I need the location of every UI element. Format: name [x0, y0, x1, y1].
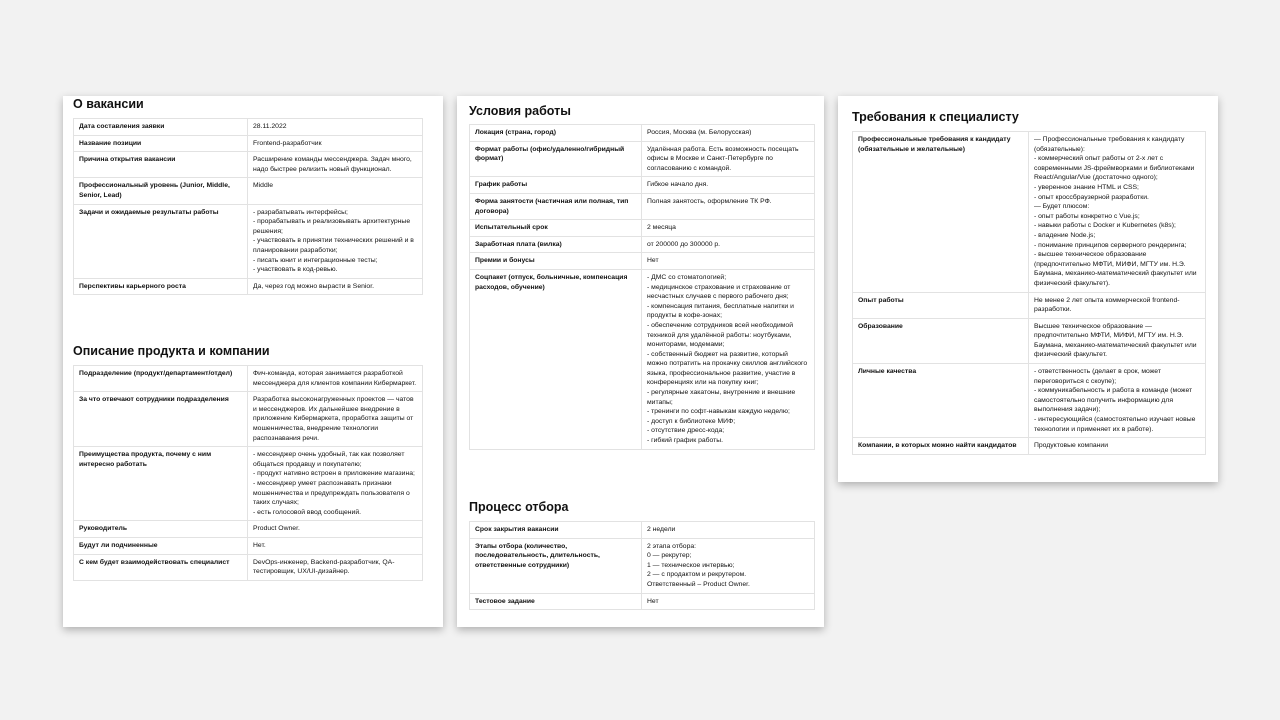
row-value: Frontend-разработчик: [248, 135, 423, 152]
table-row: [470, 253, 815, 270]
row-value: Middle: [248, 178, 423, 204]
table-row: [74, 447, 423, 521]
row-label: С кем будет взаимодействовать специалист: [74, 554, 248, 580]
row-value: - разрабатывать интерфейсы; - прорабатывать и реализовывать архитектурные решения; - участвовать в принятии технических решений и в планировании разработки; - писать юнит и интеграционные тесты; - участвовать в код-ревью.: [248, 204, 423, 278]
row-value: Нет: [642, 253, 815, 270]
row-label: Премии и бонусы: [470, 253, 642, 270]
row-label: За что отвечают сотрудники подразделения: [74, 392, 248, 447]
document-page-3: [838, 96, 1218, 482]
selection-table: [469, 521, 815, 610]
table-row: [853, 364, 1206, 438]
row-value: - мессенджер очень удобный, так как позволяет общаться продавцу и покупателю; - продукт нативно встроен в приложение магазина; - мессенджер умеет распознавать признаки мошенничества и предупреждать пользователя о таких случаях; - есть голосовой ввод сообщений.: [248, 447, 423, 521]
row-label: Руководитель: [74, 521, 248, 538]
row-value: Не менее 2 лет опыта коммерческой frontend-разработки.: [1029, 292, 1206, 318]
table-row: [853, 292, 1206, 318]
table-row: [470, 236, 815, 253]
table-row: [470, 220, 815, 237]
row-label: Этапы отбора (количество, последовательность, длительность, ответственные сотрудники): [470, 538, 642, 593]
row-label: Образование: [853, 318, 1029, 363]
table-row: [470, 269, 815, 449]
row-value: Гибкое начало дня.: [642, 177, 815, 194]
row-label: Дата составления заявки: [74, 119, 248, 136]
row-value: от 200000 до 300000 р.: [642, 236, 815, 253]
row-value: Product Owner.: [248, 521, 423, 538]
document-page-2: [457, 96, 824, 627]
table-row: [74, 392, 423, 447]
row-value: Россия, Москва (м. Белорусская): [642, 125, 815, 142]
table-row: [470, 538, 815, 593]
row-value: Высшее техническое образование — предпочтительно МФТИ, МИФИ, МГТУ им. Н.Э. Баумана, механико-математический факультет или физический факультет.: [1029, 318, 1206, 363]
row-label: Причина открытия вакансии: [74, 152, 248, 178]
table-row: [74, 554, 423, 580]
row-label: Соцпакет (отпуск, больничные, компенсация расходов, обучение): [470, 269, 642, 449]
row-label: Компании, в которых можно найти кандидатов: [853, 438, 1029, 455]
row-value: 2 этапа отбора: 0 — рекрутер; 1 — техническое интервью; 2 — с продактом и рекрутером. Ответственный – Product Owner.: [642, 538, 815, 593]
row-value: Полная занятость, оформление ТК РФ.: [642, 193, 815, 219]
section-title-about: О вакансии: [73, 97, 144, 111]
table-row: [470, 125, 815, 142]
row-label: Профессиональные требования к кандидату (обязательные и желательные): [853, 132, 1029, 293]
row-label: Преимущества продукта, почему с ним интересно работать: [74, 447, 248, 521]
table-row: [74, 278, 423, 295]
row-label: Личные качества: [853, 364, 1029, 438]
section-title-conditions: Условия работы: [469, 104, 571, 118]
row-label: Задачи и ожидаемые результаты работы: [74, 204, 248, 278]
table-row: [74, 135, 423, 152]
row-label: График работы: [470, 177, 642, 194]
row-label: Форма занятости (частичная или полная, тип договора): [470, 193, 642, 219]
row-label: Подразделение (продукт/департамент/отдел): [74, 366, 248, 392]
row-label: Опыт работы: [853, 292, 1029, 318]
row-label: Заработная плата (вилка): [470, 236, 642, 253]
table-row: [470, 141, 815, 177]
row-value: — Профессиональные требования к кандидату (обязательные): - коммерческий опыт работы от 2-х лет с современными JS-фреймворками и библиотеками React/Angular/Vue (достаточно одного); - уверенное знание HTML и CSS; - опыт кроссбраузерной разработки. — Будет плюсом: - опыт работы конкретно с Vue.js; - навыки работы с Docker и Kubernetes (k8s); - владение Node.js; - понимание принципов серверного рендеринга; - высшее техническое образование (предпочтительно МФТИ, МИФИ, МГТУ им. Н.Э. Баумана, механико-математический факультет или физический факультет).: [1029, 132, 1206, 293]
table-row: [74, 537, 423, 554]
document-page-1: [63, 96, 443, 627]
row-value: DevOps-инженер, Backend-разработчик, QA-тестировщик, UX/UI-дизайнер.: [248, 554, 423, 580]
row-value: - ДМС со стоматологией; - медицинское страхование и страхование от несчастных случаев с первого рабочего дня; - компенсация питания, бесплатные напитки и продукты в кофе-зонах; - обеспечение сотрудников всей необходимой техникой для удалённой работы: ноутбуками, мониторами, модемами; - собственный бюджет на развитие, который можно потратить на прокачку скиллов английского языка, профессиональное развитие, участие в конференциях или на покупку книг; - регулярные хакатоны, внутренние и внешние митапы; - тренинги по софт-навыкам каждую неделю; - доступ к библиотеке МИФ; - отсутствие дресс-кода; - гибкий график работы.: [642, 269, 815, 449]
table-row: [470, 177, 815, 194]
row-label: Профессиональный уровень (Junior, Middle, Senior, Lead): [74, 178, 248, 204]
table-row: [853, 318, 1206, 363]
row-label: Название позиции: [74, 135, 248, 152]
table-row: [470, 193, 815, 219]
row-value: 28.11.2022: [248, 119, 423, 136]
row-value: Нет.: [248, 537, 423, 554]
row-value: Расширение команды мессенджера. Задач много, надо быстрее релизить новый функционал.: [248, 152, 423, 178]
row-value: Фич-команда, которая занимается разработкой мессенджера для клиентов компании Кибермаркет.: [248, 366, 423, 392]
table-row: [853, 438, 1206, 455]
row-label: Перспективы карьерного роста: [74, 278, 248, 295]
row-label: Тестовое задание: [470, 593, 642, 610]
table-row: [74, 178, 423, 204]
section-title-requirements: Требования к специалисту: [852, 110, 1019, 124]
row-label: Формат работы (офис/удаленно/гибридный формат): [470, 141, 642, 177]
table-row: [74, 521, 423, 538]
table-row: [74, 119, 423, 136]
about-table: [73, 118, 423, 295]
row-label: Будут ли подчиненные: [74, 537, 248, 554]
row-value: - ответственность (делает в срок, может переговориться с скоупе); - коммуникабельность и работа в команде (может самостоятельно получить информацию для выполнения задачи); - интересующийся (самостоятельно изучает новые технологии и применяет их в работе).: [1029, 364, 1206, 438]
conditions-table: [469, 124, 815, 450]
row-value: Продуктовые компании: [1029, 438, 1206, 455]
row-value: 2 месяца: [642, 220, 815, 237]
row-value: Нет: [642, 593, 815, 610]
table-row: [853, 132, 1206, 293]
row-value: Разработка высоконагруженных проектов — чатов и мессенджеров. Их дальнейшее внедрение в приложение Кибермаркета, проработка защиты от мошенничества, внедрение технологии распознавания речи.: [248, 392, 423, 447]
row-label: Испытательный срок: [470, 220, 642, 237]
table-row: [74, 152, 423, 178]
table-row: [74, 366, 423, 392]
section-title-selection: Процесс отбора: [469, 500, 569, 514]
section-title-product: Описание продукта и компании: [73, 344, 270, 358]
row-value: Да, через год можно вырасти в Senior.: [248, 278, 423, 295]
table-row: [470, 593, 815, 610]
row-value: Удалённая работа. Есть возможность посещать офисы в Москве и Санкт-Петербурге по согласованию с командой.: [642, 141, 815, 177]
table-row: [470, 522, 815, 539]
requirements-table: [852, 131, 1206, 455]
table-row: [74, 204, 423, 278]
row-label: Локация (страна, город): [470, 125, 642, 142]
product-table: [73, 365, 423, 581]
row-value: 2 недели: [642, 522, 815, 539]
row-label: Срок закрытия вакансии: [470, 522, 642, 539]
